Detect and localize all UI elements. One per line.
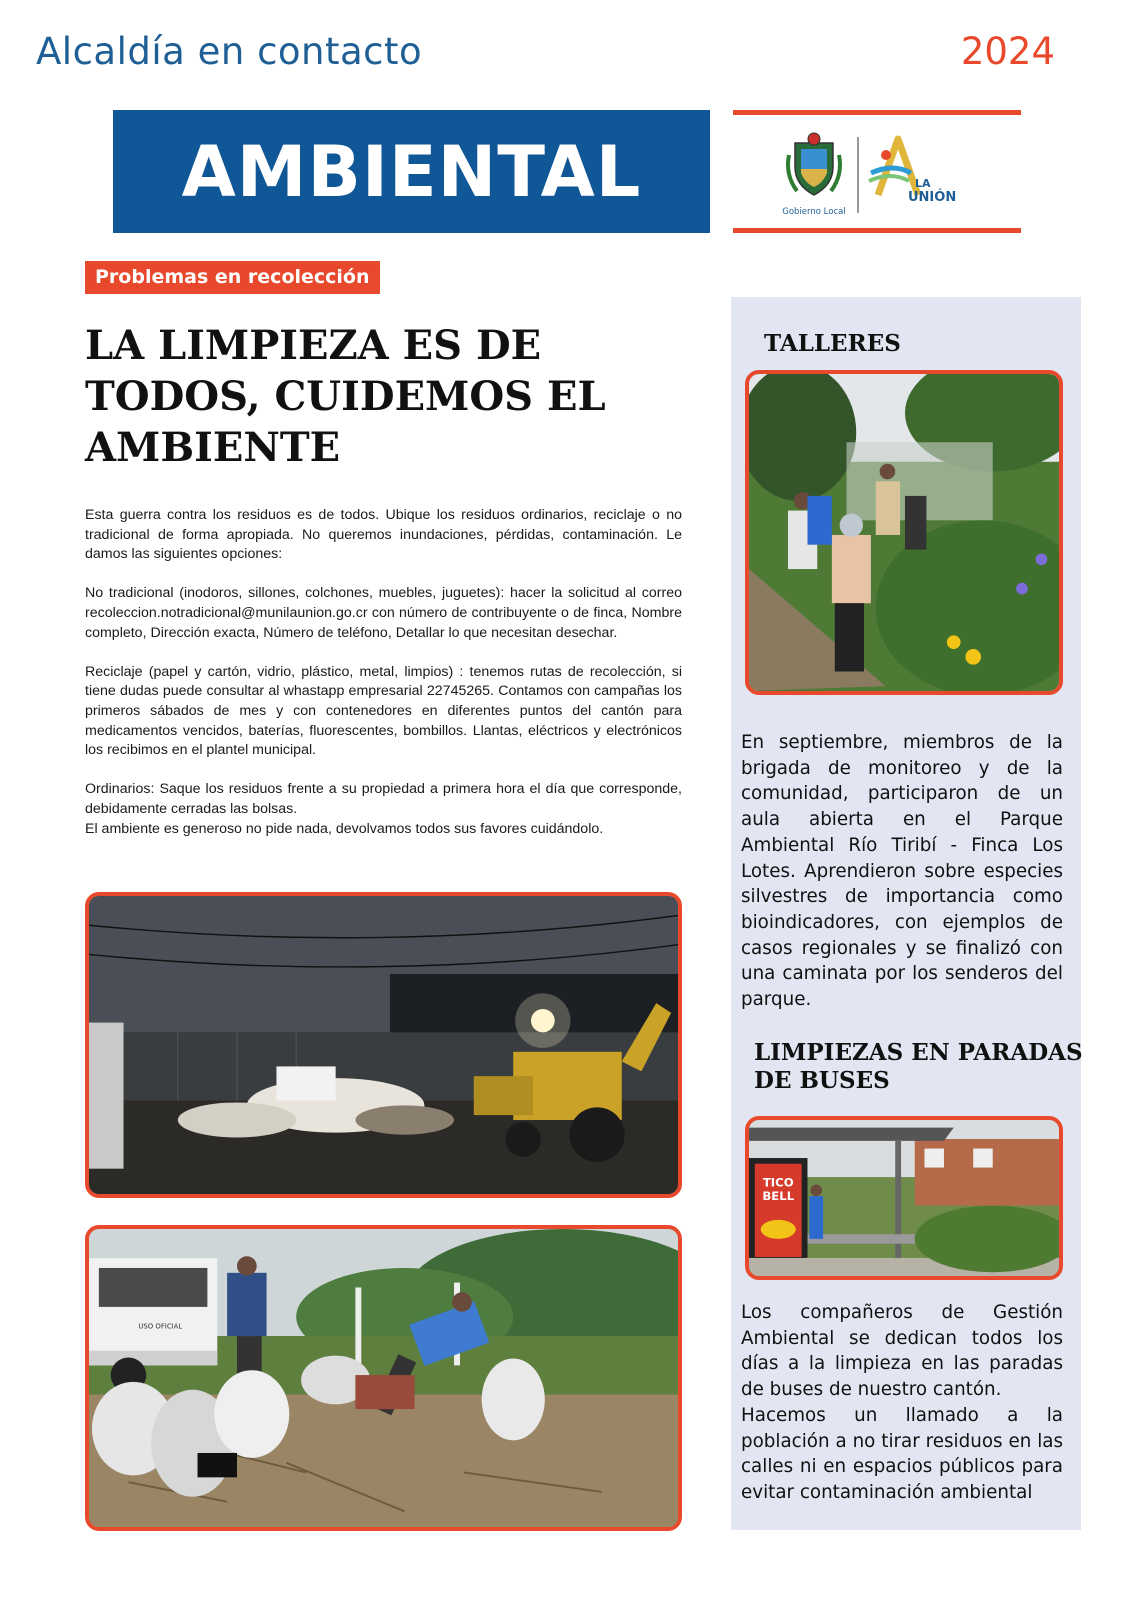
- banner-title: AMBIENTAL: [181, 130, 642, 213]
- logo-right-name-2: UNIÓN: [908, 190, 957, 205]
- category-tag: [85, 261, 380, 294]
- article-paragraph: El ambiente es generoso no pide nada, devolvamos todos sus favores cuidándolo.: [85, 820, 604, 837]
- article-paragraph: Esta guerra contra los residuos es de todos. Ubique los residuos ordinarios, reciclaje o no tradicional de forma apropiada. No queremos inundaciones, pérdidas, contaminación. Le damos las siguientes opciones:: [85, 507, 682, 563]
- municipal-logos: [733, 115, 1021, 228]
- coat-of-arms-icon: [788, 133, 840, 195]
- article-body: [85, 506, 682, 839]
- headline-line: TODOS, CUIDEMOS EL: [85, 373, 606, 420]
- article-paragraph: Reciclaje (papel y cartón, vidrio, plástico, metal, limpios) : tenemos rutas de recolección, si tiene dudas puede consultar al whastapp empresarial 22745265. Contamos con campañas los primeros sábados de mes y con contenedores en diferentes puntos del cantón para medicamentos vencidos, baterías, fluorescentes, bombillos. Llantas, eléctricos y electrónicos los recibimos en el plantel municipal.: [85, 663, 682, 759]
- sidebar-section-text: En septiembre, miembros de la brigada de monitoreo y de la comunidad, participaron de un aula abierta en el Parque Ambiental Río Tiribí - Finca Los Lotes. Aprendieron sobre especies silvestres de importancia como bioindicadores, con ejemplos de casos regionales y se finalizó con una caminata por los senderos del parque.: [741, 732, 1063, 1011]
- section-banner: [113, 110, 710, 233]
- logo-box: [733, 110, 1021, 233]
- photo-bus-stop: [745, 1116, 1063, 1280]
- sidebar-title-line: LIMPIEZAS EN PARADAS: [754, 1039, 1083, 1066]
- sidebar-title-line: DE BUSES: [754, 1067, 890, 1094]
- sidebar-text-part: Hacemos un llamado a la población a no tirar residuos en las calles ni en espacios públicos para evitar contaminación ambiental: [741, 1404, 1063, 1503]
- article-paragraph: No tradicional (inodoros, sillones, colchones, muebles, juguetes): hacer la solicitud al correo recoleccion.notradicional@munilaunion.go.cr con número de contribuyente o de finca, Nombre completo, Dirección exacta, Número de teléfono, Detallar lo que necesitan desechar.: [85, 585, 682, 641]
- photo-day-cleanup: [85, 1225, 682, 1531]
- la-union-logo-icon: [869, 139, 918, 195]
- logo-right-name-1: LA: [915, 177, 931, 190]
- article-paragraph: Ordinarios: Saque los residuos frente a su propiedad a primera hora el día que corresponde, debidamente cerradas las bolsas.: [85, 781, 682, 817]
- truck-plate-label: USO OFICIAL: [138, 1322, 183, 1331]
- headline-line: AMBIENTE: [85, 424, 341, 471]
- sidebar-section-title: [754, 1039, 1084, 1095]
- sidebar-section-title: TALLERES: [764, 330, 901, 357]
- sidebar-text-part: Los compañeros de Gestión Ambiental se dedican todos los días a la limpieza en las paradas de buses de nuestro cantón.: [741, 1302, 1063, 1401]
- page-section-title: Alcaldía en contacto: [36, 30, 423, 73]
- bus-sign-line-2: BELL: [762, 1189, 795, 1203]
- bus-sign-line-1: TICO: [762, 1175, 794, 1190]
- photo-workshop: [745, 370, 1063, 695]
- headline-line: LA LIMPIEZA ES DE: [85, 322, 542, 369]
- logo-left-caption: Gobierno Local: [782, 207, 846, 217]
- photo-night-cleanup: [85, 892, 682, 1198]
- sidebar-section-text: [741, 1300, 1063, 1506]
- category-tag-label: Problemas en recolección: [95, 266, 370, 288]
- article-headline: [85, 320, 675, 473]
- page-year: 2024: [960, 30, 1055, 73]
